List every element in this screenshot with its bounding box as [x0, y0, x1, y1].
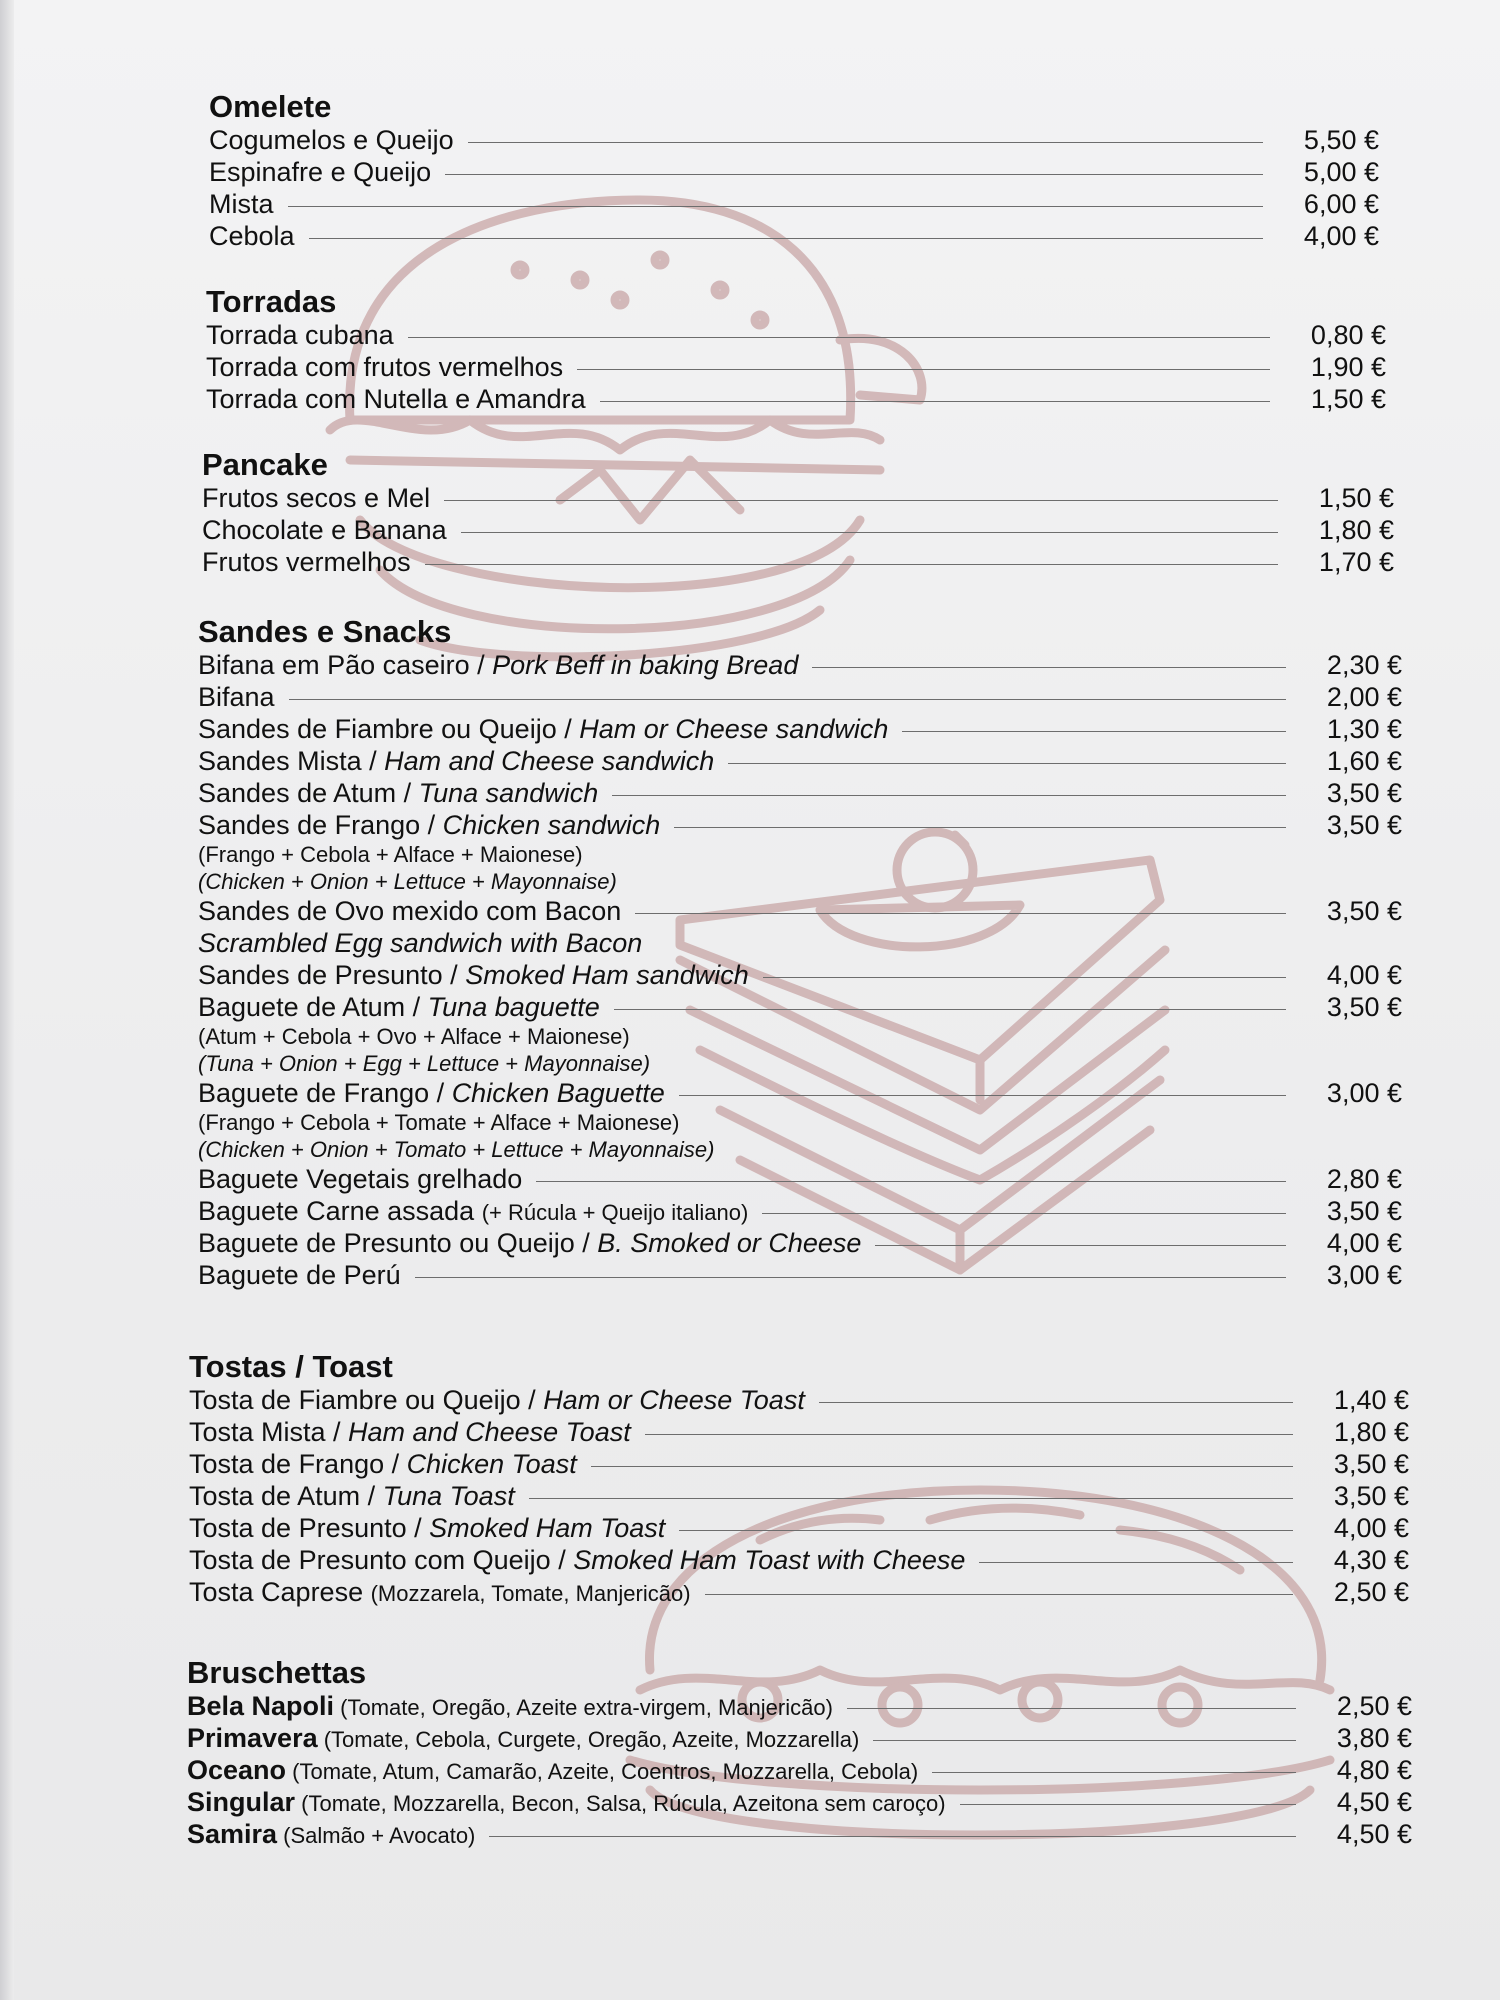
item-name: Baguete de Perú [198, 1260, 401, 1290]
item-price: 4,00 € [1326, 1228, 1402, 1258]
dotted-leader [819, 1402, 1293, 1403]
section-title: Tostas / Toast [189, 1349, 393, 1384]
item-name [198, 809, 660, 841]
item-name [189, 1512, 665, 1544]
item-price: 5,50 € [1303, 125, 1379, 155]
item-name [189, 1480, 515, 1512]
menu-item [198, 1195, 1402, 1227]
item-price: 4,80 € [1336, 1755, 1412, 1785]
item-price: 3,50 € [1333, 1481, 1409, 1511]
menu-item [198, 649, 1402, 681]
dotted-leader [408, 337, 1270, 338]
dotted-leader [309, 238, 1263, 239]
dotted-leader [612, 795, 1286, 796]
item-price: 3,50 € [1326, 992, 1402, 1022]
item-name-pt: Baguete de Atum / [198, 992, 428, 1022]
item-name: Chocolate e Banana [202, 515, 447, 545]
dotted-leader [812, 667, 1286, 668]
item-name-en: Tuna sandwich [418, 778, 599, 808]
item-name-en: B. Smoked or Cheese [597, 1228, 862, 1258]
menu-item [198, 1259, 1402, 1291]
item-price: 4,30 € [1333, 1545, 1409, 1575]
item-name [187, 1786, 946, 1820]
dotted-leader [600, 401, 1270, 402]
item-name-pt: Tosta de Frango / [189, 1449, 407, 1479]
dotted-leader [728, 763, 1286, 764]
item-name: Baguete Vegetais grelhado [198, 1164, 523, 1194]
section-tostas [189, 1350, 1409, 1608]
menu-item [187, 1786, 1412, 1818]
dotted-leader [762, 1213, 1286, 1214]
menu-item [206, 383, 1386, 415]
dotted-leader [875, 1245, 1286, 1246]
item-name-bold: Singular [187, 1787, 296, 1817]
item-name: Espinafre e Queijo [209, 157, 432, 187]
menu-item [198, 809, 1402, 841]
dotted-leader [873, 1740, 1296, 1741]
item-name-pt: Tosta Caprese [189, 1577, 371, 1607]
section-title: Torradas [206, 284, 337, 319]
item-name-en-continuation: Scrambled Egg sandwich with Bacon [198, 928, 643, 958]
dotted-leader [289, 699, 1286, 700]
dotted-leader [679, 1095, 1286, 1096]
dotted-leader [425, 564, 1278, 565]
menu-item [198, 1163, 1402, 1195]
item-name [187, 1722, 859, 1756]
item-price: 1,50 € [1310, 384, 1386, 414]
item-ingredients-en: (Chicken + Onion + Lettuce + Mayonnaise) [198, 869, 617, 894]
dotted-leader [536, 1181, 1286, 1182]
dotted-leader [444, 500, 1278, 501]
dotted-leader [591, 1466, 1293, 1467]
item-name [189, 1416, 631, 1448]
item-name-en: Tuna baguette [427, 992, 600, 1022]
item-price: 4,50 € [1336, 1819, 1412, 1849]
item-name-bold: Primavera [187, 1723, 318, 1753]
item-ingredients: (Tomate, Cebola, Curgete, Oregão, Azeite, Mozzarella) [317, 1727, 860, 1752]
dotted-leader [445, 174, 1263, 175]
item-name [198, 713, 888, 745]
item-price: 1,80 € [1333, 1417, 1409, 1447]
item-name: Frutos vermelhos [202, 547, 411, 577]
item-price: 4,00 € [1326, 960, 1402, 990]
section-title: Sandes e Snacks [198, 614, 452, 649]
item-price: 2,00 € [1326, 682, 1402, 712]
item-name: Torrada com Nutella e Amandra [206, 384, 586, 414]
item-name-bold: Oceano [187, 1755, 287, 1785]
dotted-leader [847, 1708, 1296, 1709]
dotted-leader [932, 1772, 1296, 1773]
item-price: 3,50 € [1326, 778, 1402, 808]
menu-item [187, 1722, 1412, 1754]
item-price: 1,40 € [1333, 1385, 1409, 1415]
dotted-leader [529, 1498, 1293, 1499]
item-ingredients-pt: (Frango + Cebola + Tomate + Alface + Maionese) [198, 1110, 680, 1135]
item-name-en: Chicken Toast [406, 1449, 577, 1479]
item-ingredients: (Salmão + Avocato) [277, 1823, 476, 1848]
item-name-en: Ham or Cheese sandwich [579, 714, 889, 744]
item-name: Cebola [209, 221, 295, 251]
item-ingredients-pt: (Frango + Cebola + Alface + Maionese) [198, 842, 583, 867]
item-name-en: Ham and Cheese Toast [348, 1417, 631, 1447]
item-name-en: Smoked Ham Toast with Cheese [573, 1545, 966, 1575]
item-name: Torrada cubana [206, 320, 394, 350]
item-name-pt: Sandes Mista / [198, 746, 385, 776]
item-name [189, 1544, 965, 1576]
item-price: 3,00 € [1326, 1078, 1402, 1108]
dotted-leader [979, 1562, 1293, 1563]
item-name-pt: Baguete de Presunto ou Queijo / [198, 1228, 598, 1258]
item-name [189, 1384, 805, 1416]
item-name-pt: Bifana em Pão caseiro / [198, 650, 493, 680]
item-name [187, 1818, 475, 1852]
item-ingredients-pt: (Atum + Cebola + Ovo + Alface + Maionese) [198, 1024, 630, 1049]
item-price: 4,50 € [1336, 1787, 1412, 1817]
item-price: 4,00 € [1303, 221, 1379, 251]
item-name: Bifana [198, 682, 275, 712]
item-name: Cogumelos e Queijo [209, 125, 454, 155]
dotted-leader [645, 1434, 1293, 1435]
section-omelete [209, 90, 1379, 252]
item-price: 5,00 € [1303, 157, 1379, 187]
item-name-pt: Baguete Carne assada [198, 1196, 482, 1226]
menu-item [198, 777, 1402, 809]
item-ingredients: (Tomate, Mozzarella, Becon, Salsa, Rúcula, Azeitona sem caroço) [295, 1791, 946, 1816]
item-price: 1,80 € [1318, 515, 1394, 545]
item-price: 1,30 € [1326, 714, 1402, 744]
item-name [198, 649, 798, 681]
item-price: 3,50 € [1333, 1449, 1409, 1479]
menu-item [189, 1480, 1409, 1512]
item-name-en: Tuna Toast [382, 1481, 515, 1511]
section-title: Bruschettas [187, 1655, 367, 1690]
menu-item [202, 514, 1394, 546]
item-name-pt: Tosta de Presunto com Queijo / [189, 1545, 574, 1575]
item-name-pt: Baguete de Frango / [198, 1078, 452, 1108]
menu-item [209, 220, 1379, 252]
item-name-pt: Sandes de Atum / [198, 778, 419, 808]
menu-item [189, 1512, 1409, 1544]
item-name: Mista [209, 189, 274, 219]
item-name [189, 1448, 577, 1480]
item-price: 1,60 € [1326, 746, 1402, 776]
item-name [198, 1077, 665, 1109]
dotted-leader [614, 1009, 1286, 1010]
menu-item [198, 991, 1402, 1023]
menu-item [198, 713, 1402, 745]
menu-item [198, 959, 1402, 991]
item-name-en: Pork Beff in baking Bread [492, 650, 799, 680]
menu-item [209, 124, 1379, 156]
menu-item [189, 1416, 1409, 1448]
item-price: 2,50 € [1333, 1577, 1409, 1607]
item-ingredients: (Tomate, Oregão, Azeite extra-virgem, Manjericão) [334, 1695, 833, 1720]
item-price: 3,80 € [1336, 1723, 1412, 1753]
item-price: 0,80 € [1310, 320, 1386, 350]
menu-item [198, 745, 1402, 777]
menu-item [198, 1227, 1402, 1259]
menu-item [206, 351, 1386, 383]
menu-item [198, 681, 1402, 713]
item-name-en: Chicken Baguette [451, 1078, 665, 1108]
section-title: Omelete [209, 89, 332, 124]
item-name [198, 991, 600, 1023]
item-name-pt: Sandes de Presunto / [198, 960, 466, 990]
item-name [198, 1195, 748, 1229]
menu-item [189, 1544, 1409, 1576]
item-name: Frutos secos e Mel [202, 483, 431, 513]
section-title: Pancake [202, 447, 328, 482]
item-name [198, 959, 749, 991]
menu-item [202, 546, 1394, 578]
item-name [198, 745, 714, 777]
item-name [187, 1754, 918, 1788]
section-bruschettas [187, 1656, 1412, 1850]
item-name [187, 1690, 833, 1724]
item-name-bold: Samira [187, 1819, 278, 1849]
item-extras: (Mozzarela, Tomate, Manjericão) [370, 1581, 691, 1606]
menu-item [198, 1077, 1402, 1109]
dotted-leader [679, 1530, 1293, 1531]
item-name-bold: Bela Napoli [187, 1691, 335, 1721]
item-ingredients-en: (Tuna + Onion + Egg + Lettuce + Mayonnaise) [198, 1051, 651, 1076]
dotted-leader [960, 1804, 1296, 1805]
item-price: 6,00 € [1303, 189, 1379, 219]
item-name-pt: Sandes de Frango / [198, 810, 443, 840]
menu-item [209, 188, 1379, 220]
item-name [198, 777, 598, 809]
section-sandes-snacks [198, 615, 1402, 1291]
menu-item [209, 156, 1379, 188]
item-name-en: Smoked Ham sandwich [465, 960, 749, 990]
item-name-en: Ham and Cheese sandwich [384, 746, 715, 776]
item-price: 3,50 € [1326, 810, 1402, 840]
dotted-leader [635, 913, 1286, 914]
dotted-leader [577, 369, 1270, 370]
menu-item [187, 1754, 1412, 1786]
menu-item [187, 1690, 1412, 1722]
item-name-pt: Tosta de Fiambre ou Queijo / [189, 1385, 544, 1415]
menu-item [202, 482, 1394, 514]
dotted-leader [461, 532, 1278, 533]
item-price: 2,80 € [1326, 1164, 1402, 1194]
item-name: Torrada com frutos vermelhos [206, 352, 564, 382]
menu-item [198, 895, 1402, 927]
menu-item [189, 1448, 1409, 1480]
dotted-leader [489, 1836, 1296, 1837]
item-price: 2,50 € [1336, 1691, 1412, 1721]
item-name [198, 1227, 861, 1259]
item-name [189, 1576, 691, 1610]
item-ingredients-en: (Chicken + Onion + Tomato + Lettuce + Mayonnaise) [198, 1137, 715, 1162]
menu-item [189, 1576, 1409, 1608]
item-name-pt: Tosta Mista / [189, 1417, 349, 1447]
item-name-pt: Tosta de Atum / [189, 1481, 383, 1511]
item-name-en: Smoked Ham Toast [429, 1513, 666, 1543]
item-ingredients: (Tomate, Atum, Camarão, Azeite, Coentros, Mozzarella, Cebola) [286, 1759, 919, 1784]
dotted-leader [288, 206, 1263, 207]
item-price: 3,50 € [1326, 1196, 1402, 1226]
item-price: 3,00 € [1326, 1260, 1402, 1290]
item-name: Sandes de Ovo mexido com Bacon [198, 896, 622, 926]
item-price: 1,90 € [1310, 352, 1386, 382]
dotted-leader [415, 1277, 1286, 1278]
item-price: 3,50 € [1326, 896, 1402, 926]
item-name-pt: Tosta de Presunto / [189, 1513, 430, 1543]
section-pancake [202, 448, 1394, 578]
dotted-leader [674, 827, 1286, 828]
menu-item [206, 319, 1386, 351]
menu-item [187, 1818, 1412, 1850]
dotted-leader [902, 731, 1286, 732]
dotted-leader [763, 977, 1286, 978]
item-name-en: Ham or Cheese Toast [543, 1385, 805, 1415]
menu-item [189, 1384, 1409, 1416]
item-price: 1,50 € [1318, 483, 1394, 513]
section-torradas [206, 285, 1386, 415]
item-price: 1,70 € [1318, 547, 1394, 577]
item-name-en: Chicken sandwich [442, 810, 661, 840]
dotted-leader [705, 1594, 1293, 1595]
item-price: 2,30 € [1326, 650, 1402, 680]
item-extras: (+ Rúcula + Queijo italiano) [481, 1200, 749, 1225]
item-name-pt: Sandes de Fiambre ou Queijo / [198, 714, 580, 744]
item-price: 4,00 € [1333, 1513, 1409, 1543]
dotted-leader [468, 142, 1263, 143]
